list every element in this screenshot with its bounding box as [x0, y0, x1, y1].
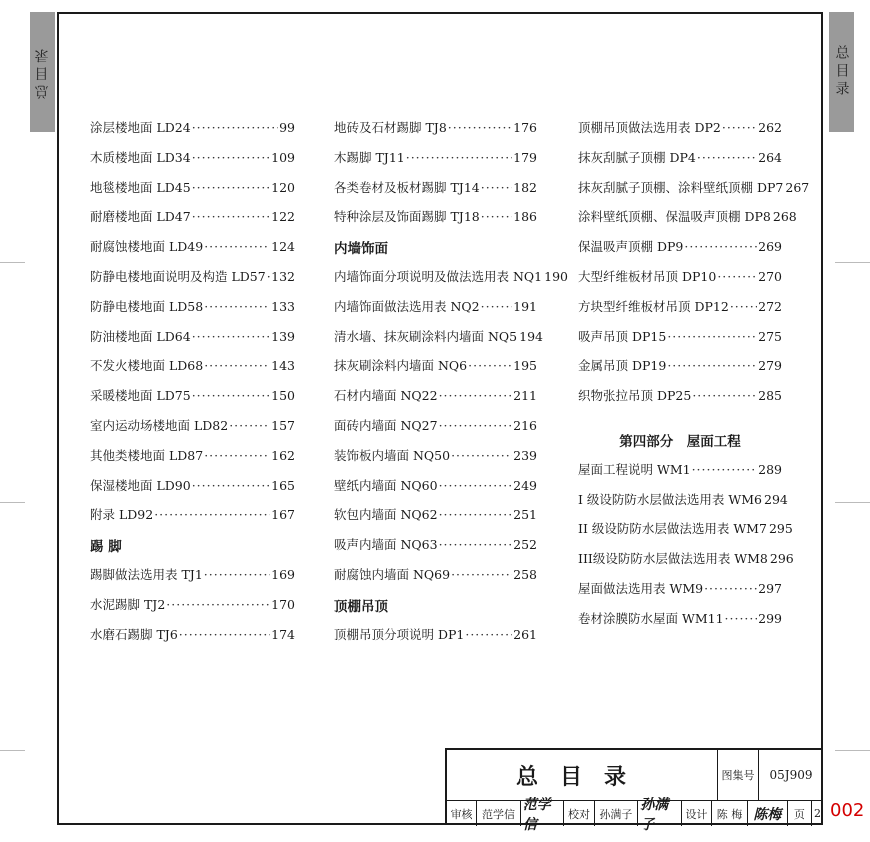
leader-dots	[468, 358, 512, 373]
leader-dots	[439, 388, 513, 403]
toc-entry-title: 软包内墙面 NQ62	[334, 507, 438, 523]
leader-dots	[192, 478, 270, 493]
toc-entry-page: 165	[271, 477, 295, 493]
toc-entry	[90, 297, 295, 327]
toc-entry	[90, 505, 295, 535]
leader-dots	[204, 299, 270, 314]
toc-entry	[334, 297, 537, 327]
toc-entry-title: 面砖内墙面 NQ27	[334, 417, 438, 433]
toc-entry-title: 采暖楼地面 LD75	[90, 388, 191, 404]
toc-entry-page: 99	[279, 120, 295, 135]
toc-entry-title: 吸声内墙面 NQ63	[334, 537, 438, 553]
toc-entry-title: 内墙饰面分项说明及做法选用表 NQ1	[334, 268, 543, 284]
toc-entry-page: 258	[513, 566, 537, 582]
leader-dots	[204, 448, 270, 463]
toc-entry-title: 防油楼地面 LD64	[90, 328, 191, 344]
toc-entry-title: 地毯楼地面 LD45	[90, 179, 191, 195]
right-side-tab: 总目录	[829, 12, 854, 132]
toc-entry-title: 木质楼地面 LD34	[90, 149, 191, 165]
leader-dots	[692, 462, 758, 477]
toc-entry	[90, 118, 295, 148]
toc-entry-page: 176	[513, 120, 537, 135]
toc-entry-title: 室内运动场楼地面 LD82	[90, 417, 229, 433]
check-label: 校对	[564, 801, 594, 826]
toc-entry	[578, 327, 782, 357]
leader-dots	[697, 150, 757, 165]
toc-entry	[334, 505, 537, 535]
toc-entry-title: 壁纸内墙面 NQ60	[334, 477, 438, 493]
leader-dots	[406, 150, 512, 165]
toc-entry-page: 157	[271, 417, 295, 433]
toc-entry-page: 279	[758, 358, 782, 374]
toc-entry	[334, 118, 537, 148]
leader-dots	[722, 120, 757, 135]
toc-entry	[334, 446, 537, 476]
leader-dots	[692, 388, 757, 403]
toc-entry	[90, 327, 295, 357]
toc-entry	[334, 535, 537, 565]
toc-entry-page: 299	[758, 610, 782, 626]
toc-entry	[334, 565, 537, 595]
toc-entry-page: 211	[513, 388, 537, 404]
leader-dots	[667, 329, 757, 344]
toc-entry	[90, 416, 295, 446]
review-name: 范学信	[477, 801, 521, 826]
sheet-number: 002	[830, 800, 865, 821]
leader-dots	[192, 120, 278, 135]
leader-dots	[204, 239, 270, 254]
toc-entry-title: 木踢脚 TJ11	[334, 149, 405, 165]
leader-dots	[730, 299, 757, 314]
toc-entry	[90, 476, 295, 506]
toc-entry	[578, 460, 782, 490]
leader-dots	[451, 567, 512, 582]
toc-entry	[90, 386, 295, 416]
toc-entry-page: 275	[758, 328, 782, 344]
leader-dots	[481, 299, 513, 314]
atlas-number-value: 05J909	[769, 768, 813, 782]
toc-entry-title: 屋面做法选用表 WM9	[578, 580, 704, 596]
toc-entry-page: 194	[519, 328, 543, 344]
toc-entry	[578, 519, 793, 549]
toc-entry-title: 清水墙、抹灰刷涂料内墙面 NQ5	[334, 328, 518, 344]
leader-dots	[192, 150, 270, 165]
check-name: 孙满子	[595, 801, 639, 826]
page-value: 2	[814, 807, 822, 820]
toc-entry	[334, 416, 537, 446]
toc-entry-page: 216	[513, 417, 537, 433]
toc-entry	[334, 386, 537, 416]
margin-mark	[835, 262, 870, 263]
toc-entry-title: 不发火楼地面 LD68	[90, 358, 204, 374]
toc-entry	[578, 579, 782, 609]
toc-entry-page: 262	[758, 120, 782, 135]
toc-entry-page: 272	[758, 298, 782, 314]
toc-entry-title: II 级设防防水层做法选用表 WM7	[578, 521, 767, 537]
toc-entry	[90, 267, 295, 297]
toc-entry-page: 169	[271, 566, 295, 582]
toc-entry-title: 石材内墙面 NQ22	[334, 388, 438, 404]
toc-entry-title: 踢脚做法选用表 TJ1	[90, 566, 203, 582]
toc-entry-page: 267	[785, 179, 810, 195]
toc-entry	[334, 327, 543, 357]
toc-entry-title: 内墙饰面做法选用表 NQ2	[334, 298, 480, 314]
section-heading-skirting: 踢 脚	[90, 539, 122, 556]
toc-entry-title: 水泥踢脚 TJ2	[90, 596, 166, 612]
title-block	[445, 748, 823, 833]
toc-entry-page: 122	[271, 209, 295, 225]
toc-entry-page: 264	[758, 149, 782, 165]
leader-dots	[179, 627, 270, 642]
toc-entry	[334, 476, 537, 506]
leader-dots	[439, 507, 513, 522]
section-heading-roofing: 第四部分 屋面工程	[619, 433, 741, 450]
toc-entry	[578, 267, 782, 297]
toc-entry-page: 296	[769, 551, 794, 567]
toc-entry	[90, 356, 295, 386]
toc-entry-title: 抹灰刷涂料内墙面 NQ6	[334, 358, 468, 374]
toc-entry-title: 屋面工程说明 WM1	[578, 461, 691, 477]
toc-entry-title: 保温吸声顶棚 DP9	[578, 239, 684, 255]
toc-entry-title: 大型纤维板材吊顶 DP10	[578, 268, 717, 284]
toc-entry	[334, 625, 537, 655]
leader-dots	[192, 180, 270, 195]
toc-entry-title: 防静电楼地面 LD58	[90, 298, 204, 314]
toc-column-3	[578, 118, 810, 639]
toc-entry-page: 170	[271, 596, 295, 612]
toc-entry	[578, 356, 782, 386]
toc-entry	[578, 549, 794, 579]
toc-entry-page: 270	[758, 268, 782, 284]
toc-entry	[90, 178, 295, 208]
leader-dots	[481, 180, 512, 195]
toc-entry-page: 261	[513, 626, 537, 642]
toc-entry-page: 162	[271, 447, 295, 463]
design-name: 陈 梅	[712, 801, 748, 826]
toc-entry	[578, 148, 782, 178]
toc-entry-title: 吸声吊顶 DP15	[578, 328, 667, 344]
leader-dots	[192, 329, 270, 344]
margin-mark	[0, 262, 25, 263]
leader-dots	[704, 581, 757, 596]
review-label: 审核	[447, 801, 477, 826]
toc-entry	[578, 207, 797, 237]
toc-entry-title: 抹灰刮腻子顶棚 DP4	[578, 149, 696, 165]
toc-entry-page: 190	[544, 268, 568, 284]
toc-entry-title: 抹灰刮腻子顶棚、涂料壁纸顶棚 DP7	[578, 179, 784, 195]
toc-entry	[90, 207, 295, 237]
leader-dots	[192, 209, 270, 224]
leader-dots	[204, 567, 270, 582]
toc-entry	[578, 386, 782, 416]
toc-entry	[90, 446, 295, 476]
leader-dots	[481, 209, 512, 224]
toc-entry-page: 174	[271, 626, 295, 642]
toc-entry	[334, 178, 537, 208]
toc-entry-title: 顶棚吊顶做法选用表 DP2	[578, 120, 721, 135]
page-label: 页	[788, 801, 812, 826]
toc-entry-title: 耐磨楼地面 LD47	[90, 209, 191, 225]
toc-entry-page: 179	[513, 149, 537, 165]
toc-entry-title: 防静电楼地面说明及构造 LD57	[90, 268, 266, 284]
toc-entry-page: 132	[271, 268, 295, 284]
check-signature: 孙满子	[638, 801, 682, 826]
toc-entry	[334, 207, 537, 237]
toc-entry	[334, 267, 568, 297]
leader-dots	[154, 507, 270, 522]
toc-entry-page: 289	[758, 461, 782, 477]
toc-entry-title: 涂料壁纸顶棚、保温吸声顶棚 DP8	[578, 209, 771, 225]
margin-mark	[835, 750, 870, 751]
toc-entry	[90, 237, 295, 267]
toc-entry	[578, 178, 810, 208]
toc-entry-page: 167	[271, 507, 295, 523]
toc-entry	[90, 625, 295, 655]
margin-mark	[835, 502, 870, 503]
toc-entry-page: 268	[772, 209, 797, 225]
toc-entry-page: 133	[271, 298, 295, 314]
toc-entry-page: 139	[271, 328, 295, 344]
toc-entry-page: 239	[513, 447, 537, 463]
toc-entry-page: 124	[271, 239, 295, 255]
toc-entry-page: 269	[758, 239, 782, 255]
toc-entry-title: 附录 LD92	[90, 507, 154, 523]
toc-entry	[90, 565, 295, 595]
leader-dots	[192, 388, 270, 403]
toc-entry-title: 地砖及石材踢脚 TJ8	[334, 120, 447, 135]
leader-dots	[667, 358, 757, 373]
toc-entry-title: 其他类楼地面 LD87	[90, 447, 204, 463]
toc-entry-title: 水磨石踢脚 TJ6	[90, 626, 178, 642]
atlas-number-label: 图集号	[718, 750, 759, 800]
margin-mark	[0, 750, 25, 751]
toc-entry-page: 191	[513, 298, 537, 314]
section-heading-interior-wall: 内墙饰面	[334, 241, 388, 258]
toc-entry-page: 285	[758, 388, 782, 404]
toc-entry-title: 耐腐蚀内墙面 NQ69	[334, 566, 451, 582]
toc-entry-title: 方块型纤维板材吊顶 DP12	[578, 298, 729, 314]
toc-entry-title: 卷材涂膜防水屋面 WM11	[578, 610, 724, 626]
toc-entry-page: 195	[513, 358, 537, 374]
leader-dots	[229, 418, 270, 433]
leader-dots	[448, 120, 512, 135]
toc-entry-page: 297	[758, 580, 782, 596]
toc-entry	[578, 118, 782, 148]
section-heading-ceiling: 顶棚吊顶	[334, 598, 388, 615]
toc-entry-page: 186	[513, 209, 537, 225]
toc-entry-page: 182	[513, 179, 537, 195]
toc-entry-title: 涂层楼地面 LD24	[90, 120, 191, 135]
leader-dots	[717, 269, 757, 284]
leader-dots	[166, 597, 270, 612]
toc-entry	[578, 490, 788, 520]
toc-entry-title: 顶棚吊顶分项说明 DP1	[334, 626, 465, 642]
leader-dots	[465, 627, 512, 642]
leader-dots	[204, 358, 270, 373]
toc-entry	[578, 609, 782, 639]
toc-entry	[578, 297, 782, 327]
toc-entry-page: 249	[513, 477, 537, 493]
leader-dots	[267, 269, 270, 284]
toc-entry-title: 耐腐蚀楼地面 LD49	[90, 239, 204, 255]
margin-mark	[0, 502, 25, 503]
toc-entry-page: 294	[764, 491, 788, 507]
toc-entry-title: I 级设防防水层做法选用表 WM6	[578, 491, 762, 507]
leader-dots	[439, 418, 513, 433]
toc-entry	[334, 356, 537, 386]
toc-entry-page: 295	[768, 521, 793, 537]
toc-entry-page: 251	[513, 507, 537, 523]
leader-dots	[684, 239, 757, 254]
toc-entry-title: 保湿楼地面 LD90	[90, 477, 191, 493]
toc-entry-title: 织物张拉吊顶 DP25	[578, 388, 692, 404]
title-block-title: 总目录	[447, 750, 718, 800]
toc-entry-title: 各类卷材及板材踢脚 TJ14	[334, 179, 480, 195]
leader-dots	[439, 478, 513, 493]
leader-dots	[725, 611, 758, 626]
left-side-tab: 总目录	[30, 12, 55, 132]
toc-entry-title: III级设防防水层做法选用表 WM8	[578, 551, 768, 567]
toc-column-2	[334, 118, 568, 654]
design-label: 设计	[682, 801, 712, 826]
toc-entry-title: 金属吊顶 DP19	[578, 358, 667, 374]
toc-entry-page: 252	[513, 537, 537, 553]
toc-entry-title: 特种涂层及饰面踢脚 TJ18	[334, 209, 480, 225]
design-signature: 陈梅	[748, 801, 788, 826]
leader-dots	[439, 537, 513, 552]
toc-entry	[334, 148, 537, 178]
toc-entry	[578, 237, 782, 267]
toc-entry-page: 143	[271, 358, 295, 374]
toc-column-1	[90, 118, 295, 654]
review-signature: 范学信	[521, 801, 565, 826]
toc-entry-title: 装饰板内墙面 NQ50	[334, 447, 451, 463]
toc-entry	[90, 595, 295, 625]
toc-entry	[90, 148, 295, 178]
toc-entry-page: 150	[271, 388, 295, 404]
toc-entry-page: 109	[271, 149, 295, 165]
leader-dots	[451, 448, 512, 463]
toc-entry-page: 120	[271, 179, 295, 195]
